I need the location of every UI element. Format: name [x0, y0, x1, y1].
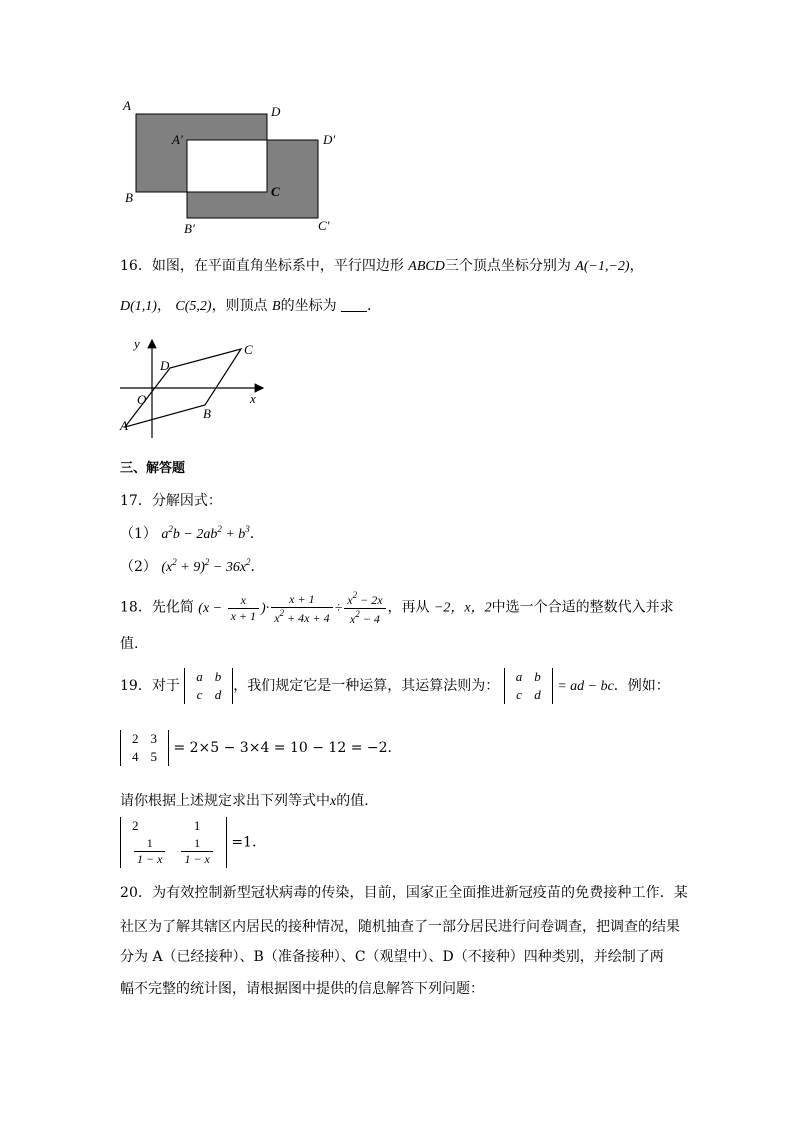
q16-point-a: A(−1,−2)	[575, 259, 630, 274]
section-heading: 三、解答题	[120, 461, 186, 476]
label-B-prime: B′	[184, 221, 195, 236]
rect-overlap	[187, 140, 267, 192]
label-D: D	[271, 104, 281, 119]
q17-p2-label: （2）	[120, 559, 157, 575]
q19-instruction	[120, 790, 369, 810]
q19-instruction-a: 请你根据上述规定求出下列等式中	[120, 793, 330, 809]
q16-number: 16．	[120, 258, 152, 274]
matrix-final: 2 1 $\frac{1}{1 - x}$ $\frac{1}{1 - x}$	[120, 817, 227, 868]
q16-end: ．	[367, 298, 382, 314]
q17-p2-expr: $(x^2 + 9)^2 - 36x^2$	[161, 557, 251, 575]
q19-final-eq: =1．	[231, 834, 266, 851]
q19-instruction-var: x	[330, 794, 337, 809]
label-D-prime: D′	[323, 132, 336, 147]
label-C-prime: C′	[318, 218, 330, 233]
q19-instruction-b: 的值.	[336, 793, 369, 809]
q19-example: ．例如：	[613, 678, 670, 694]
graph-label-o: O	[137, 392, 147, 407]
q18-choices: −2，x，2	[433, 600, 492, 616]
q18-expression: (x − $\frac{x}{x + 1}$ )· $\frac{x + 1}{x^2 + 4x + 4}$ ÷ $\frac{x^2 - 2x}{x^2 - 4}$	[198, 601, 387, 616]
q16-text-a: 如图，在平面直角坐标系中，平行四边形	[151, 258, 404, 274]
q16-abcd: ABCD	[408, 259, 445, 274]
q17-title: 17．分解因式：	[120, 493, 222, 509]
q16-line2	[120, 295, 381, 315]
graph-label-b: B	[203, 406, 211, 421]
q16-comma2: ，	[156, 298, 171, 314]
label-A-prime: A′	[172, 132, 183, 147]
q16-var-b: B	[272, 299, 281, 314]
graph-label-x: x	[250, 391, 256, 406]
q16-point-c: C(5,2)	[175, 299, 212, 314]
matrix-abcd-rule: a b c d	[504, 668, 553, 704]
q18-line1	[120, 590, 674, 627]
q20-line4: 幅不完整的统计图，请根据图中提供的信息解答下列问题：	[120, 981, 484, 997]
q19-line1	[120, 668, 670, 704]
graph-label-a: A	[120, 418, 128, 433]
graph-label-y: y	[134, 336, 140, 351]
q20-line1: 20．为有效控制新型冠状病毒的传染，目前，国家正全面推进新冠疫苗的免费接种工作．某	[120, 885, 688, 901]
q19-mid: ，我们规定它是一种运算，其运算法则为：	[233, 678, 500, 694]
matrix-abcd: a b c d	[184, 668, 233, 704]
q16-comma: ，	[629, 258, 644, 274]
label-B: B	[125, 190, 133, 205]
q18-prefix: 18．先化简	[120, 599, 194, 616]
q18-suffix2: 中选一个合适的整数代入并求	[491, 599, 674, 616]
matrix-example: 2 3 4 5	[120, 730, 169, 766]
q16-text-c: ，则顶点	[211, 298, 268, 314]
q16-point-d: D(1,1)	[120, 299, 157, 314]
q16-answer-blank[interactable]	[341, 299, 367, 312]
q17-part1: （1） $a^2b - 2ab^2 + b^3$．	[120, 524, 264, 542]
label-C: C	[271, 184, 280, 199]
q19-example-line	[120, 730, 402, 766]
q17-part2: （2） $(x^2 + 9)^2 - 36x^2$．	[120, 557, 265, 575]
q18-suffix: ，再从	[387, 599, 430, 616]
graph-label-d: D	[160, 358, 170, 373]
q18-line2: 值.	[120, 636, 139, 652]
q20-line3: 分为 A（已经接种）、B（准备接种）、C（观望中）、D（不接种）四种类别，并绘制了两	[120, 949, 664, 965]
q19-rule-eq: = ad − bc	[557, 679, 614, 694]
q19-final-line	[120, 817, 266, 868]
graph-label-c: C	[244, 342, 253, 357]
q16-text-d: 的坐标为	[280, 298, 337, 314]
q17-p1-expr: $a^2b - 2ab^2 + b^3$	[161, 524, 250, 542]
label-A: A	[123, 98, 131, 113]
q20-line2: 社区为了解其辖区内居民的接种情况，随机抽查了一部分居民进行问卷调查，把调查的结果	[120, 919, 680, 935]
q19-prefix: 19．对于	[120, 678, 180, 694]
q16-text-b: 三个顶点坐标分别为	[444, 258, 571, 274]
q19-example-eq: = 2×5 − 3×4 = 10 − 12 = −2．	[173, 740, 402, 756]
q17-p1-label: （1）	[120, 526, 157, 542]
q16-line1	[120, 255, 644, 275]
